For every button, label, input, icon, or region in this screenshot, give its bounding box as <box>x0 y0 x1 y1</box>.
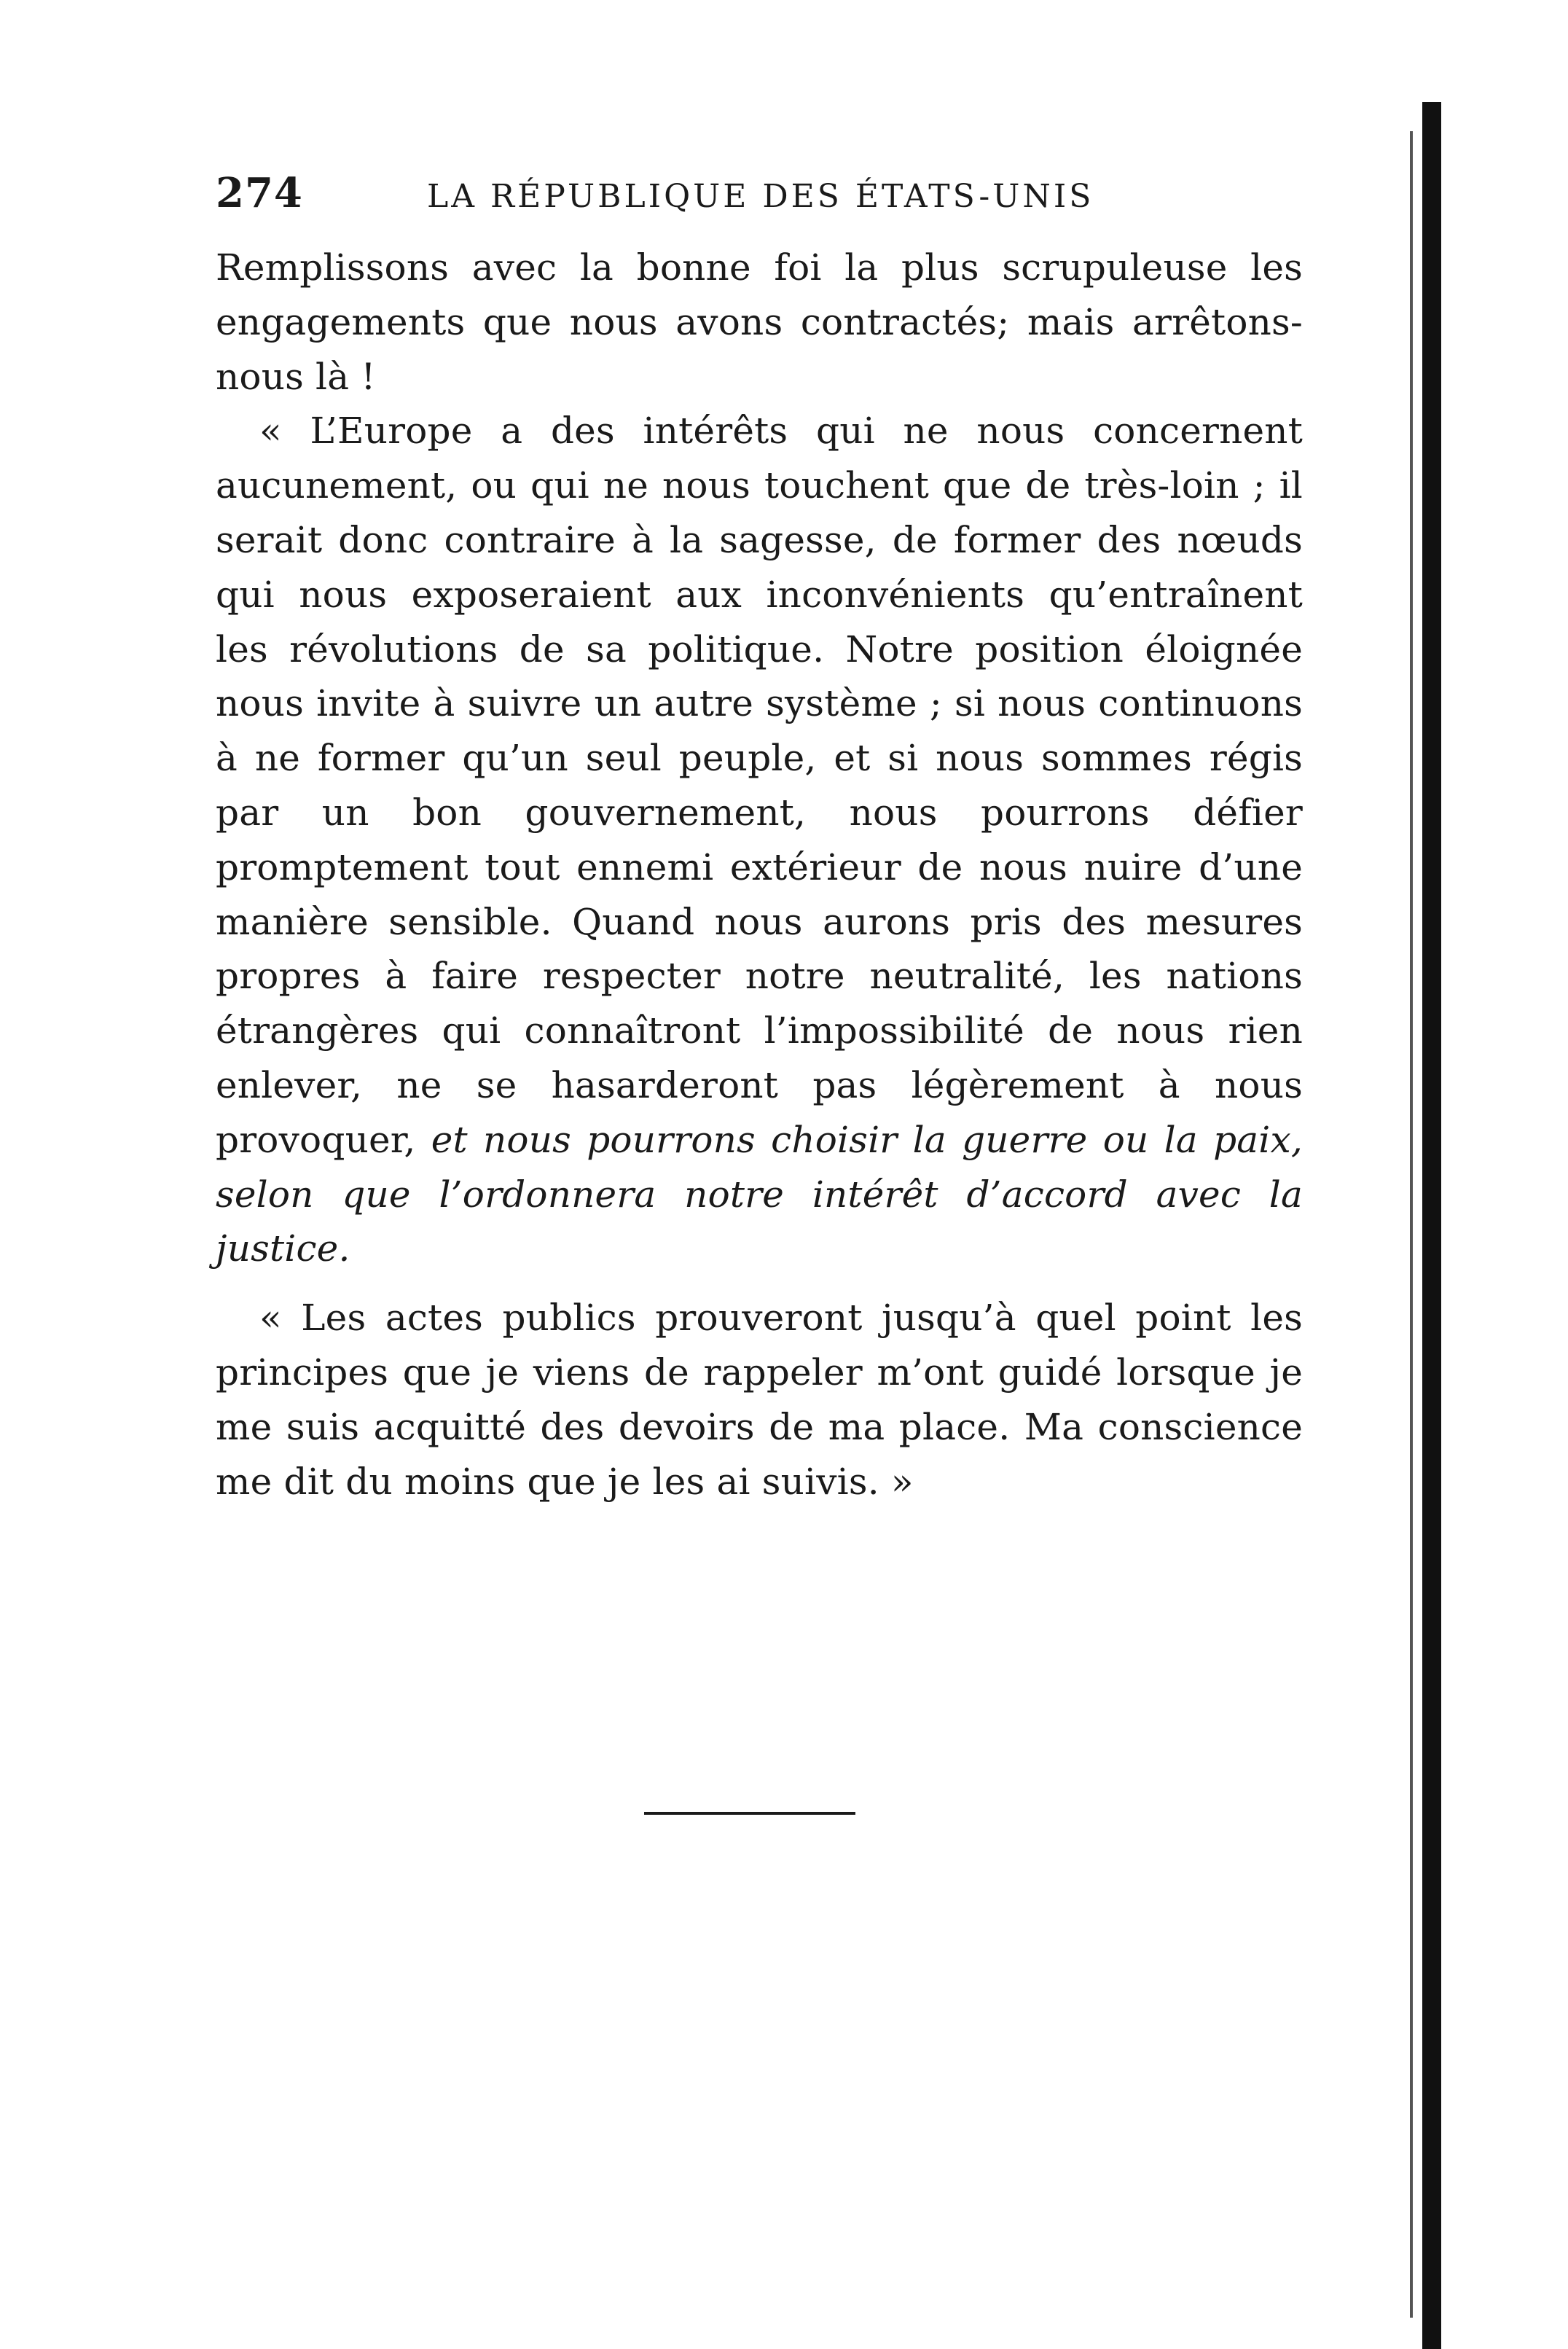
paragraph-2 <box>216 404 1303 1276</box>
paragraph-3: « Les actes publics prouveront jusqu’à quel point les principes que je viens de rappeler m’ont guidé lorsque je me suis acquitté des devoirs de ma place. Ma conscience me dit du moins que je les ai suivis. » <box>216 1297 1303 1503</box>
paragraph-1: Remplissons avec la bonne foi la plus scrupuleuse les engagements que nous avons contractés; mais arrêtons-nous là ! <box>216 246 1303 398</box>
page-edge-line <box>1410 131 1413 2318</box>
body-text <box>216 241 1303 1509</box>
end-rule <box>644 1812 855 1815</box>
running-title: LA RÉPUBLIQUE DES ÉTATS-UNIS <box>427 178 1094 215</box>
page-header <box>216 169 1309 227</box>
paragraph-2-italic: et nous pourrons choisir la guerre ou la paix, selon que l’ordonnera notre intérêt d’accord avec la justice. <box>216 1118 1303 1270</box>
paragraph-2-roman: « L’Europe a des intérêts qui ne nous concernent aucunement, ou qui ne nous touchent que de très-loin ; il serait donc contraire à la sagesse, de former des nœuds qui nous exposeraient aux inconvénients qu’entraînent les révolutions de sa politique. Notre position éloignée nous invite à suivre un autre système ; si nous continuons à ne former qu’un seul peuple, et si nous sommes régis par un bon gouvernement, nous pourrons défier promptement tout ennemi extérieur de nous nuire d’une manière sensible. Quand nous aurons pris des mesures propres à faire respecter notre neutralité, les nations étrangères qui connaîtront l’impossibilité de nous rien enlever, ne se hasarderont pas légèrement à nous provoquer, <box>216 410 1303 1161</box>
page-number: 274 <box>216 169 303 217</box>
page-edge-shadow <box>1422 102 1441 2349</box>
